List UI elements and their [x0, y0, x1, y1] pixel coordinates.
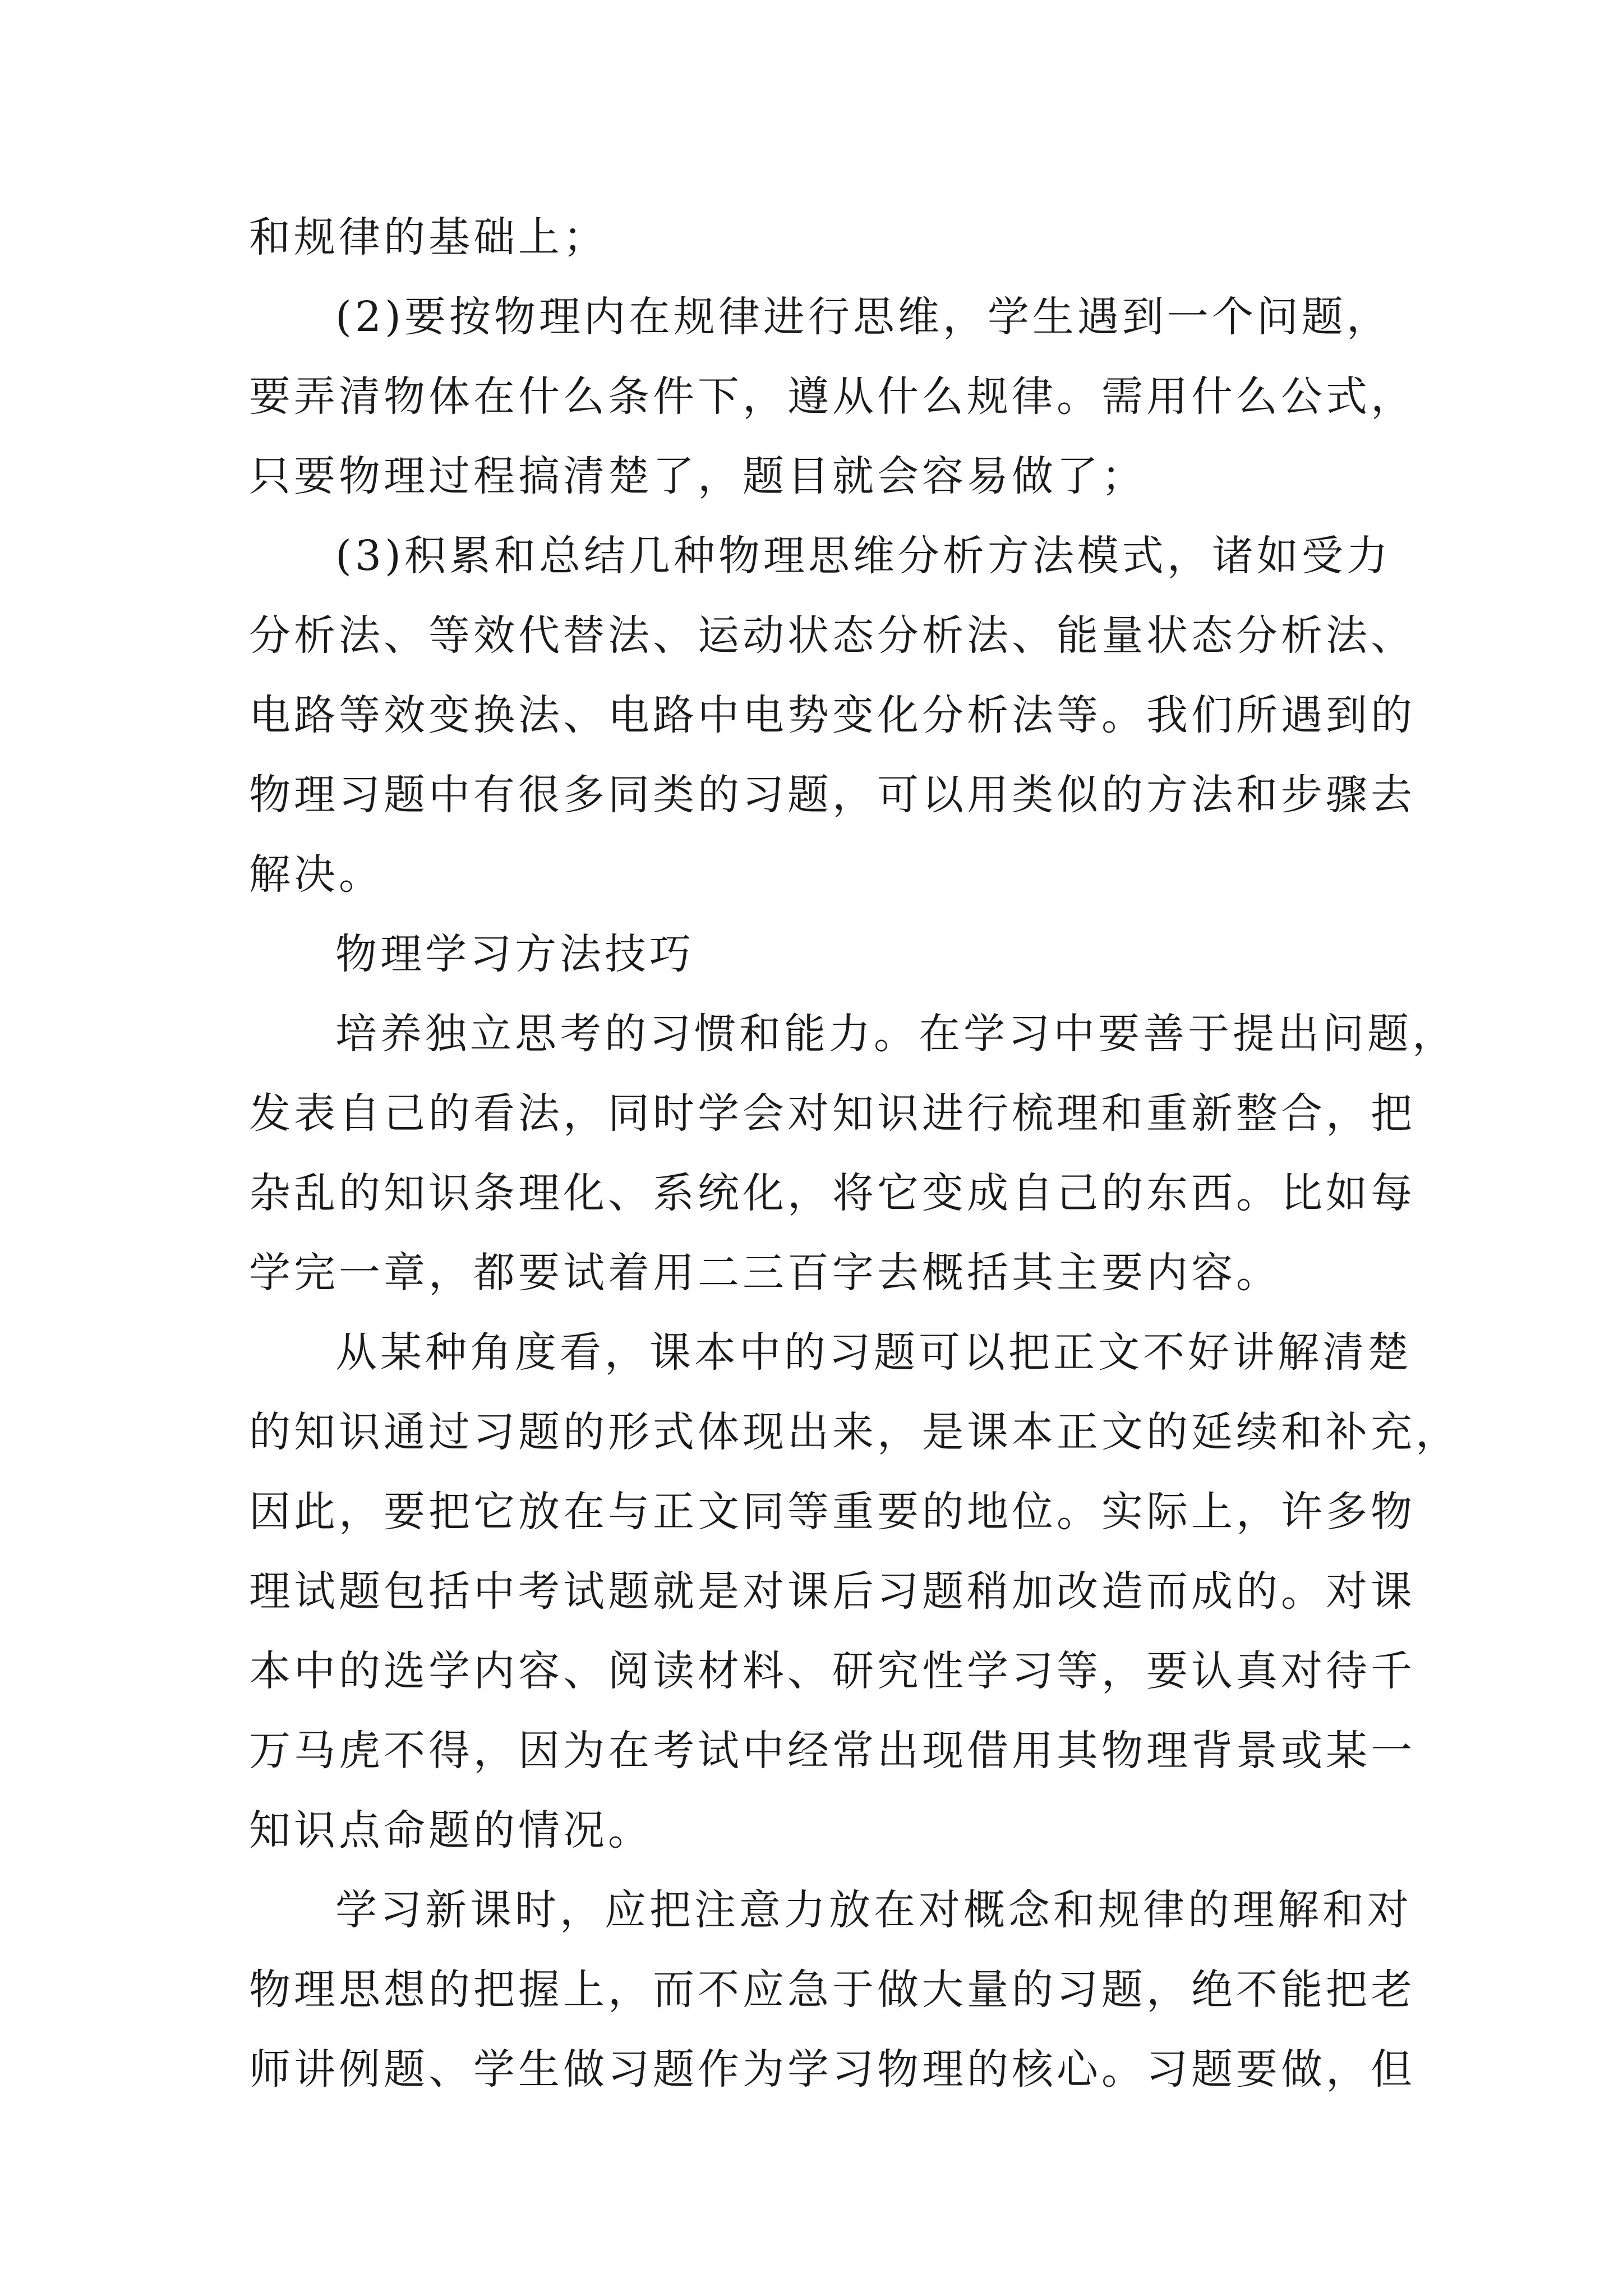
text-line: 解决。: [249, 850, 384, 899]
text-line: 本中的选学内容、阅读材料、研究性学习等，要认真对待千: [249, 1647, 1415, 1695]
text-line: 电路等效变换法、电路中电势变化分析法等。我们所遇到的: [249, 691, 1415, 739]
text-line: 知识点命题的情况。: [249, 1806, 653, 1855]
text-line: 从某种角度看，课本中的习题可以把正文不好讲解清楚: [335, 1328, 1412, 1377]
text-line: 分析法、等效代替法、运动状态分析法、能量状态分析法、: [249, 611, 1415, 660]
text-line: 杂乱的知识条理化、系统化，将它变成自己的东西。比如每: [249, 1169, 1415, 1217]
text-line: 物理学习方法技巧: [335, 930, 694, 978]
text-line: 只要物理过程搞清楚了，题目就会容易做了；: [249, 452, 1146, 500]
text-line: 培养独立思考的习惯和能力。在学习中要善于提出问题，: [335, 1010, 1457, 1058]
text-line: 师讲例题、学生做习题作为学习物理的核心。习题要做，但: [249, 2045, 1415, 2093]
text-line: 理试题包括中考试题就是对课后习题稍加改造而成的。对课: [249, 1567, 1415, 1616]
text-line: 物理习题中有很多同类的习题，可以用类似的方法和步骤去: [249, 771, 1415, 819]
text-line: 的知识通过习题的形式体现出来，是课本正文的延续和补充，: [249, 1408, 1460, 1456]
text-line: (2)要按物理内在规律进行思维，学生遇到一个问题，: [335, 293, 1391, 341]
document-body: [249, 197, 1460, 2109]
text-line: 和规律的基础上；: [249, 213, 608, 261]
text-line: 学习新课时，应把注意力放在对概念和规律的理解和对: [335, 1886, 1412, 1934]
text-line: 物理思想的把握上，而不应急于做大量的习题，绝不能把老: [249, 1966, 1415, 2014]
text-line: 因此，要把它放在与正文同等重要的地位。实际上，许多物: [249, 1488, 1415, 1536]
text-line: (3)积累和总结几种物理思维分析方法模式，诸如受力: [335, 532, 1391, 580]
text-line: 学完一章，都要试着用二三百字去概括其主要内容。: [249, 1249, 1281, 1297]
text-line: 要弄清物体在什么条件下，遵从什么规律。需用什么公式，: [249, 372, 1415, 421]
text-line: 发表自己的看法，同时学会对知识进行梳理和重新整合，把: [249, 1089, 1415, 1138]
text-line: 万马虎不得，因为在考试中经常出现借用其物理背景或某一: [249, 1727, 1415, 1775]
